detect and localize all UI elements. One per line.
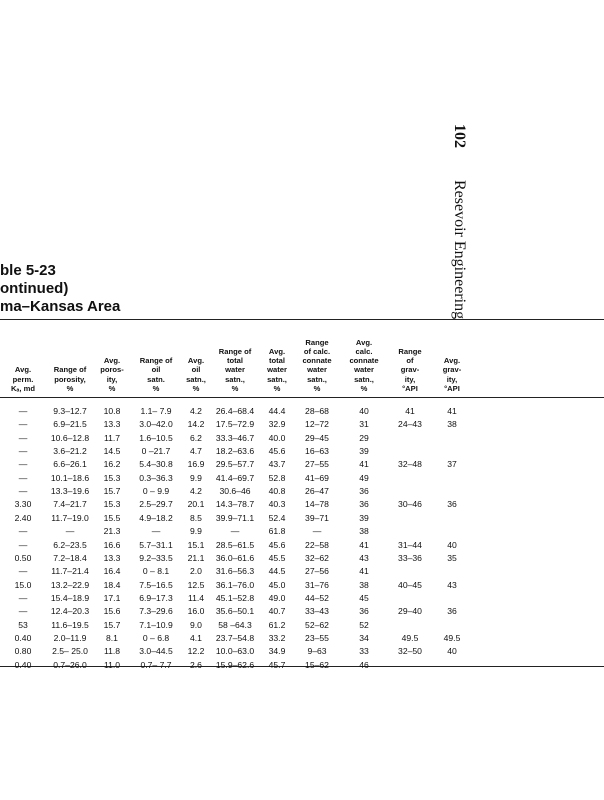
table-cell: 12–72 (305, 419, 329, 430)
table-cell: 18.4 (103, 579, 121, 590)
table-cell: 6.9–21.5 (53, 419, 87, 430)
table-cell: 49 (359, 472, 369, 483)
table-cell: 27–55 (305, 459, 329, 470)
table-cell: 9–63 (307, 646, 327, 657)
table-cell: 10.0–63.0 (215, 646, 255, 657)
table-cell: 0.7–26.0 (53, 659, 87, 670)
column-header-4 (130, 356, 182, 393)
column-header-9 (344, 338, 384, 393)
table-cell: 20.1 (187, 499, 205, 510)
column-header-line: °API (402, 383, 418, 393)
table-cell: 36.0–61.6 (215, 552, 255, 563)
table-cell: 2.6 (190, 659, 202, 670)
table-title-line-1: ble 5-23 (0, 262, 56, 279)
column-header-line: oil (151, 365, 161, 375)
column-header-line: ity, (106, 374, 118, 384)
table-cell: 43 (447, 579, 457, 590)
table-cell: 43 (359, 552, 369, 563)
table-cell: 33.3–46.7 (215, 432, 255, 443)
column-header-line: connate (349, 356, 379, 366)
table-cell: 9.3–12.7 (53, 406, 87, 416)
table-cell: 13.3 (103, 419, 121, 430)
table-cell: 12.4–20.3 (50, 606, 90, 617)
column-header-line: % (152, 383, 160, 393)
table-cell: 24–43 (398, 419, 422, 430)
table-cell: 49.5 (401, 632, 419, 643)
table-cell: — (18, 539, 28, 550)
column-header-line: satn., (307, 374, 327, 384)
table-cell: 2.5– 25.0 (52, 646, 88, 657)
table-cell: 0.40 (14, 659, 32, 670)
table-cell: 45.7 (268, 659, 286, 670)
table-cell: 22–58 (305, 539, 329, 550)
column-header-line: of calc. (303, 347, 331, 356)
table-cell: 15.7 (103, 486, 121, 497)
table-cell: 15.6 (103, 606, 121, 617)
table-cell: 49.5 (443, 632, 461, 643)
table-cell: 15.5 (103, 512, 121, 523)
column-header-line: water (225, 365, 245, 375)
table-cell: 32–62 (305, 552, 329, 563)
column-header-line: % (273, 383, 281, 393)
table-cell: 21.1 (187, 552, 205, 563)
table-cell: 14.3–78.7 (215, 499, 255, 510)
table-cell: 61.2 (268, 619, 286, 630)
column-header-line: Avg. (14, 365, 32, 375)
table-cell: 0.40 (14, 632, 32, 643)
table-cell: 3.6–21.2 (53, 446, 87, 457)
table-cell: 40.0 (268, 432, 286, 443)
table-cell: 14.2 (187, 419, 205, 430)
page-number: 102 (451, 124, 468, 148)
table-cell: 0.80 (14, 646, 32, 657)
table-cell: 15.0 (14, 579, 32, 590)
table-cell: 35 (447, 552, 457, 563)
column-header-line: of (406, 356, 414, 366)
table-cell: — (18, 526, 28, 537)
table-cell: 40 (359, 406, 369, 416)
table-cell: 11.8 (103, 646, 121, 657)
table-cell: 28.5–61.5 (215, 539, 255, 550)
table-cell: 21.3 (103, 526, 121, 537)
table-cell: 11.7–21.4 (51, 566, 89, 577)
column-header-line: satn., (186, 374, 206, 384)
column-header-line: Range (398, 347, 422, 356)
table-cell: 30–46 (398, 499, 422, 510)
table-cell: 14–78 (305, 499, 329, 510)
table-cell: — (65, 526, 75, 537)
table-cell: 39 (359, 446, 369, 457)
table-cell: 9.9 (190, 472, 202, 483)
table-cell: 9.0 (190, 619, 202, 630)
table-cell: 9.2–33.5 (139, 552, 173, 563)
table-cell: 49.0 (268, 592, 286, 603)
column-header-line: % (360, 383, 368, 393)
table-cell: 15.9–62.6 (215, 659, 255, 670)
table-cell: — (18, 486, 28, 497)
table-cell: 10.8 (103, 406, 121, 416)
table-cell: 34.9 (268, 646, 286, 657)
table-cell: 33–36 (398, 552, 422, 563)
table-cell: 10.6–12.8 (50, 432, 90, 443)
table-top-rule (0, 319, 604, 320)
table-cell: 4.9–18.2 (139, 512, 173, 523)
column-header-line: Range of (53, 365, 87, 375)
column-header-line: satn. (147, 374, 165, 384)
table-cell: 31.6–56.3 (215, 566, 255, 577)
table-cell: 45.6 (268, 539, 286, 550)
table-cell: 37 (447, 459, 457, 470)
table-cell: 3.30 (14, 499, 32, 510)
table-cell: 36.1–76.0 (215, 579, 255, 590)
table-cell: 45 (359, 592, 369, 603)
table-cell: 52.8 (268, 472, 286, 483)
table-cell: 40.7 (268, 606, 286, 617)
column-header-2 (44, 365, 96, 393)
table-cell: 5.7–31.1 (139, 539, 173, 550)
table-cell: 9.9 (190, 526, 202, 537)
table-cell: 4.2 (190, 406, 202, 416)
table-cell: 15.4–18.9 (50, 592, 90, 603)
table-cell: 11.6–19.5 (51, 619, 89, 630)
table-cell: 44.4 (268, 406, 286, 416)
table-cell: 15–62 (305, 659, 329, 670)
table-cell: — (18, 566, 28, 577)
table-cell: 44–52 (305, 592, 329, 603)
table-cell: 29 (359, 432, 369, 443)
table-cell: 31 (359, 419, 369, 430)
table-cell: — (18, 406, 28, 416)
table-cell: 6.9–17.3 (139, 592, 173, 603)
column-header-line: °API (444, 383, 460, 393)
table-cell: 15.3 (103, 472, 121, 483)
table-cell: 0.7– 7.7 (140, 659, 172, 670)
column-header-line: % (108, 383, 116, 393)
column-header-line: total (268, 356, 286, 366)
table-cell: 5.4–30.8 (139, 459, 173, 470)
column-header-3 (95, 356, 129, 393)
table-cell: 10.1–18.6 (50, 472, 90, 483)
column-header-line: Range of (139, 356, 173, 366)
table-title-line-3: ma–Kansas Area (0, 298, 121, 315)
table-cell: 13.2–22.9 (50, 579, 90, 590)
column-header-8 (293, 338, 341, 393)
column-header-line: % (231, 383, 239, 393)
table-cell: 0.3–36.3 (139, 472, 173, 483)
table-title-line-2: ontinued) (0, 280, 69, 297)
table-cell: 12.2 (187, 646, 205, 657)
column-header-line: water (354, 365, 374, 375)
table-cell: — (18, 419, 28, 430)
column-header-line: Range of (218, 347, 252, 356)
table-cell: 36 (359, 499, 369, 510)
table-cell: 32–50 (398, 646, 422, 657)
column-header-line: calc. (355, 347, 373, 356)
table-cell: — (151, 526, 161, 537)
table-cell: 40 (447, 646, 457, 657)
column-header-line: porosity, (54, 374, 86, 384)
table-cell: 40–45 (398, 579, 422, 590)
table-cell: 14.5 (103, 446, 121, 457)
table-cell: 33 (359, 646, 369, 657)
table-cell: — (18, 606, 28, 617)
table-cell: 40.3 (268, 499, 286, 510)
column-header-line: total (226, 356, 244, 366)
table-cell: 16.2 (103, 459, 121, 470)
column-header-line: Avg. (268, 347, 286, 356)
column-header-line: grav- (442, 365, 462, 375)
book-title: Resevoir Engineering (451, 180, 468, 320)
column-header-line: % (192, 383, 200, 393)
table-cell: 1.6–10.5 (139, 432, 173, 443)
header-bottom-rule (0, 397, 604, 398)
table-cell: 4.7 (190, 446, 202, 457)
table-cell: 11.4 (187, 592, 205, 603)
table-cell: 7.4–21.7 (53, 499, 87, 510)
table-cell: — (312, 526, 322, 537)
table-cell: 8.5 (190, 512, 202, 523)
table-cell: 0.50 (14, 552, 32, 563)
table-cell: 36 (359, 606, 369, 617)
table-cell: 39–71 (305, 512, 329, 523)
table-cell: 17.5–72.9 (215, 419, 255, 430)
running-head (450, 124, 468, 319)
table-cell: 36 (359, 486, 369, 497)
table-cell: 38 (447, 419, 457, 430)
table-cell: 7.2–18.4 (53, 552, 87, 563)
table-cell: — (230, 526, 240, 537)
table-cell: 11.7–19.0 (51, 512, 89, 523)
column-header-line: Avg. (187, 356, 205, 366)
table-cell: 15.1 (187, 539, 205, 550)
table-cell: 38 (359, 579, 369, 590)
table-cell: 32–48 (398, 459, 422, 470)
table-cell: 4.2 (190, 486, 202, 497)
table-cell: 11.7 (103, 432, 121, 443)
table-cell: 23.7–54.8 (215, 632, 255, 643)
table-cell: 12.5 (187, 579, 205, 590)
table-cell: 7.5–16.5 (139, 579, 173, 590)
table-cell: 31–44 (398, 539, 422, 550)
table-cell: 36 (447, 606, 457, 617)
column-header-6 (207, 347, 263, 393)
table-cell: 16.0 (187, 606, 205, 617)
table-cell: 35.6–50.1 (215, 606, 255, 617)
table-cell: 16.4 (103, 566, 121, 577)
table-cell: — (18, 432, 28, 443)
table-cell: — (18, 459, 28, 470)
column-header-line: grav- (400, 365, 420, 375)
table-cell: 45.0 (268, 579, 286, 590)
table-cell: 40.8 (268, 486, 286, 497)
column-header-10 (390, 347, 430, 393)
column-header-line: Avg. (103, 356, 121, 366)
column-header-line: water (307, 365, 327, 375)
table-cell: 6.2–23.5 (53, 539, 87, 550)
table-cell: 41 (447, 406, 457, 416)
table-cell: 27–56 (305, 566, 329, 577)
column-header-line: Kₐ, md (11, 383, 35, 393)
table-cell: 41 (359, 566, 369, 577)
table-cell: 43.7 (268, 459, 286, 470)
table-cell: 16.6 (103, 539, 121, 550)
table-cell: 44.5 (268, 566, 286, 577)
table-cell: 32.9 (268, 419, 286, 430)
column-header-7 (262, 347, 292, 393)
table-cell: — (18, 592, 28, 603)
table-cell: 7.1–10.9 (139, 619, 173, 630)
column-header-line: Avg. (355, 337, 373, 347)
table-cell: 29–45 (305, 432, 329, 443)
table-cell: 2.0–11.9 (53, 632, 87, 643)
column-header-line: satn., (225, 374, 245, 384)
table-cell: 45.6 (268, 446, 286, 457)
table-cell: 3.0–42.0 (139, 419, 173, 430)
table-cell: 13.3 (103, 552, 121, 563)
table-cell: — (18, 472, 28, 483)
table-cell: 17.1 (103, 592, 121, 603)
table-cell: 61.8 (268, 526, 286, 537)
table-cell: 6.6–26.1 (53, 459, 87, 470)
table-cell: 13.3–19.6 (50, 486, 90, 497)
column-header-line: ity, (446, 374, 458, 384)
column-header-line: water (267, 365, 287, 375)
table-cell: 41 (359, 539, 369, 550)
table-cell: 52.4 (268, 512, 286, 523)
column-header-line: satn., (267, 374, 287, 384)
table-cell: 15.3 (103, 499, 121, 510)
table-cell: 34 (359, 632, 369, 643)
table-cell: 39 (359, 512, 369, 523)
table-cell: 23–55 (305, 632, 329, 643)
table-cell: 26.4–68.4 (215, 406, 255, 416)
table-cell: 2.40 (14, 512, 32, 523)
table-cell: 28–68 (305, 406, 329, 416)
table-cell: 7.3–29.6 (139, 606, 173, 617)
table-cell: 46 (359, 659, 369, 670)
table-cell: 41.4–69.7 (215, 472, 255, 483)
table-cell: 52–62 (305, 619, 329, 630)
column-header-line: ity, (404, 374, 416, 384)
column-header-1 (3, 365, 43, 393)
table-cell: 3.0–44.5 (139, 646, 173, 657)
table-cell: 4.1 (190, 632, 202, 643)
table-cell: 52 (359, 619, 369, 630)
table-cell: 29–40 (398, 606, 422, 617)
table-cell: 41 (359, 459, 369, 470)
column-header-line: satn., (354, 374, 374, 384)
column-header-line: poros- (100, 365, 124, 375)
table-cell: 0 – 6.8 (142, 632, 170, 643)
table-cell: 58 –64.3 (218, 619, 252, 630)
table-cell: 36 (447, 499, 457, 510)
table-cell: 33.2 (268, 632, 286, 643)
table-cell: 15.7 (103, 619, 121, 630)
table-cell: 2.0 (190, 566, 202, 577)
table-cell: 16.9 (187, 459, 205, 470)
table-cell: — (18, 446, 28, 457)
table-cell: 11.0 (103, 659, 121, 670)
table-cell: 1.1– 7.9 (140, 406, 172, 416)
column-header-line: % (66, 383, 74, 393)
table-cell: 41–69 (305, 472, 329, 483)
table-cell: 0 –21.7 (141, 446, 171, 457)
column-header-line: Range (305, 337, 329, 347)
table-cell: 38 (359, 526, 369, 537)
table-cell: 31–76 (305, 579, 329, 590)
table-cell: 0 – 8.1 (142, 566, 170, 577)
table-cell: 16–63 (305, 446, 329, 457)
table-cell: 29.5–57.7 (215, 459, 255, 470)
table-cell: 8.1 (106, 632, 118, 643)
table-cell: 6.2 (190, 432, 202, 443)
table-cell: 26–47 (305, 486, 329, 497)
column-header-11 (436, 356, 468, 393)
column-header-line: connate (302, 356, 332, 366)
table-cell: 18.2–63.6 (215, 446, 255, 457)
table-cell: 53 (18, 619, 28, 630)
column-header-line: oil (191, 365, 201, 375)
table-cell: 40 (447, 539, 457, 550)
column-header-line: perm. (12, 374, 34, 384)
table-cell: 30.6–46 (219, 486, 251, 497)
table-cell: 33–43 (305, 606, 329, 617)
column-header-line: Avg. (443, 356, 461, 366)
column-header-line: % (313, 383, 321, 393)
table-cell: 45.1–52.8 (215, 592, 255, 603)
table-cell: 41 (405, 406, 415, 416)
table-cell: 45.5 (268, 552, 286, 563)
table-cell: 0 – 9.9 (142, 486, 170, 497)
table-cell: 39.9–71.1 (215, 512, 255, 523)
table-cell: 2.5–29.7 (139, 499, 173, 510)
